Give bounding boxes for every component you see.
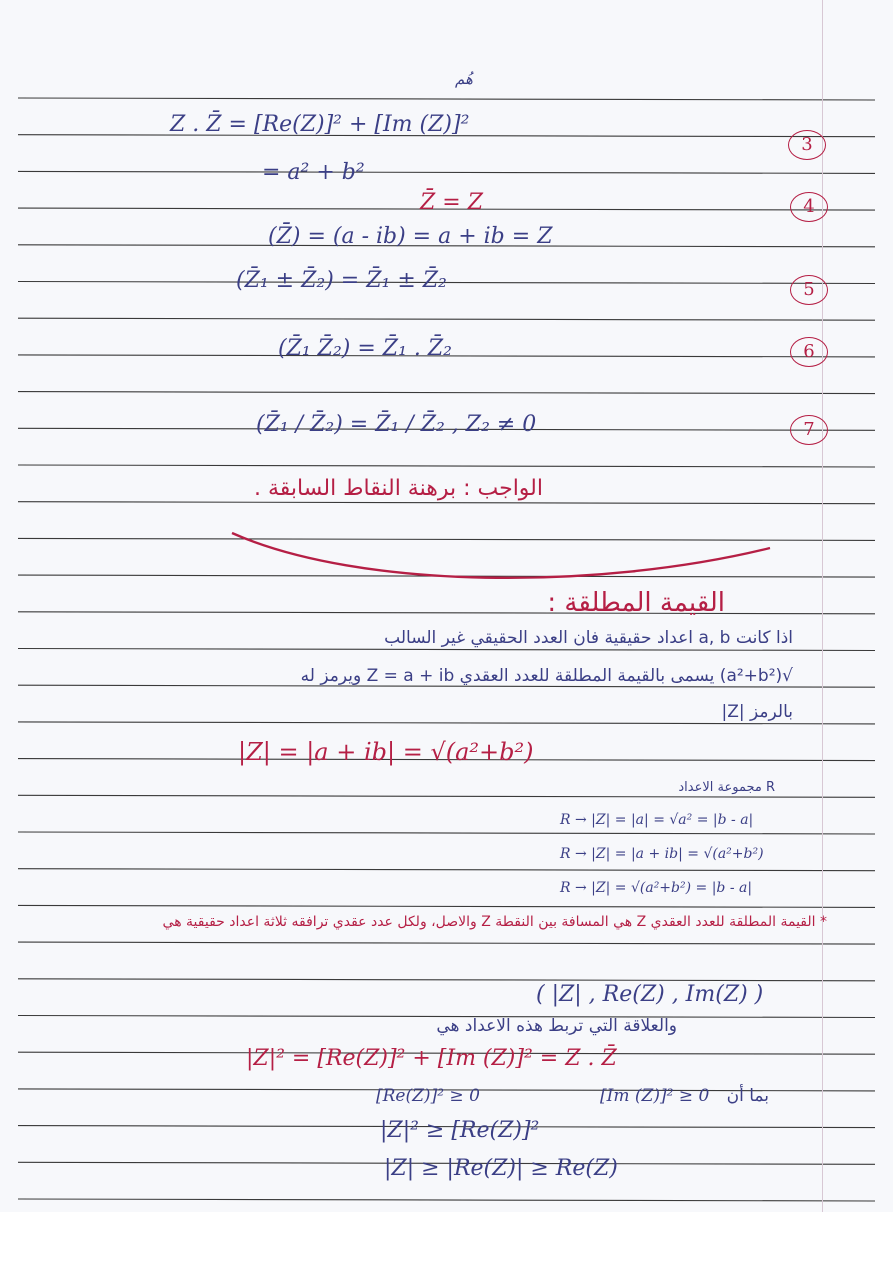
property-4-line-2: (Z̄̄) = (a - ib) = a + ib = Z [268, 224, 553, 249]
property-4-line-1: Z̄̄ = Z [420, 190, 483, 215]
inequality-1: |Z|² ≥ [Re(Z)]² [380, 1118, 540, 1143]
definition-line-2: √(a²+b²) يسمى بالقيمة المطلقة للعدد العقدي Z = a + ib ويرمز له [300, 666, 793, 686]
property-5-line: (Z̄₁ ± Z̄₂) = Z̄₁ ± Z̄₂ [236, 268, 447, 293]
section-title: القيمة المطلقة : [547, 588, 725, 618]
inequality-2: |Z| ≥ |Re(Z)| ≥ Re(Z) [384, 1156, 618, 1181]
property-7-line: (Z̄₁ / Z̄₂) = Z̄₁ / Z̄₂ , Z₂ ≠ 0 [256, 412, 537, 437]
definition-line-1: اذا كانت a, b اعداد حقيقية فان العدد الحقيقي غير السالب [384, 628, 793, 648]
star-note-line-1: * القيمة المطلقة للعدد العقدي Z هي المسافة بين النقطة Z والاصل، ولكل عدد عقدي ترافقه ثلاثة اعداد حقيقية هي [162, 914, 827, 930]
property-3-line-2: = a² + b² [262, 160, 365, 185]
property-3-number: 3 [788, 130, 826, 160]
property-4-number: 4 [790, 192, 828, 222]
top-note: هُم [455, 70, 473, 88]
relation-intro: والعلاقة التي تربط هذه الاعداد هي [436, 1016, 677, 1036]
star-note-line-2: ( |Z| , Re(Z) , Im(Z) ) [536, 982, 764, 1007]
side-note-4: R → |Z| = √(a²+b²) = |b - a| [560, 880, 753, 896]
since-item-1: [Re(Z)]² ≥ 0 [376, 1086, 480, 1106]
side-note-1: R مجموعة الاعداد [678, 780, 775, 795]
property-6-line: (Z̄₁ Z̄₂) = Z̄₁ . Z̄₂ [278, 336, 452, 361]
property-5-number: 5 [790, 275, 828, 305]
since-item-2: [Im (Z)]² ≥ 0 [600, 1086, 710, 1106]
property-6-number: 6 [790, 337, 828, 367]
side-note-3: R → |Z| = |a + ib| = √(a²+b²) [560, 846, 764, 862]
homework-note: الواجب : برهنة النقاط السابقة . [254, 476, 543, 501]
relation-formula: |Z|² = [Re(Z)]² + [Im (Z)]² = Z . Z̄ [246, 1046, 617, 1071]
property-7-number: 7 [790, 415, 828, 445]
property-3-line-1: Z . Z̄ = [Re(Z)]² + [Im (Z)]² [170, 112, 470, 137]
side-note-2: R → |Z| = |a| = √a² = |b - a| [560, 812, 754, 828]
main-formula: |Z| = |a + ib| = √(a²+b²) [238, 738, 534, 766]
definition-line-3: بالرمز |Z| [721, 702, 793, 722]
since-text: بما أن [726, 1086, 769, 1106]
